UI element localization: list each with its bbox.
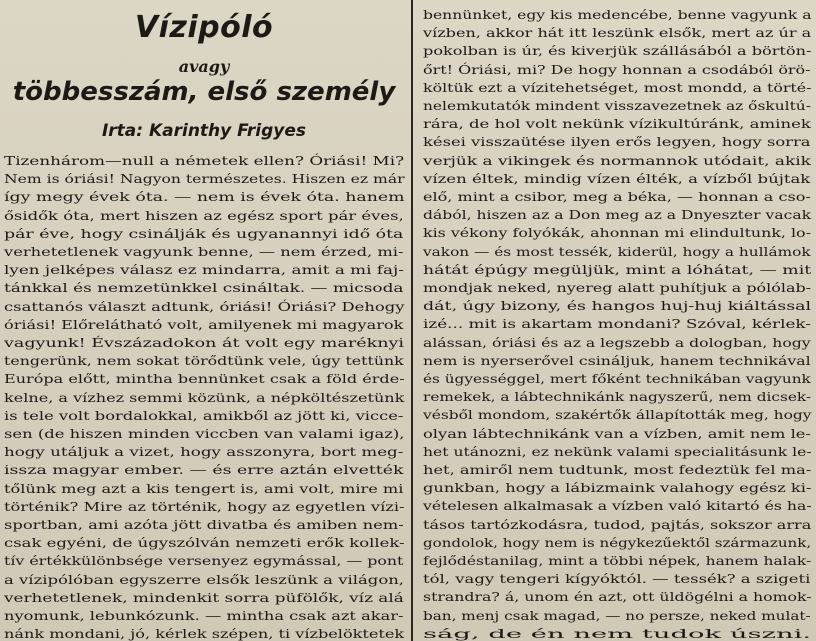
body-text-line: óriási! Előrelátható volt, amilyenek mi magyarok [4,317,404,332]
body-text-line: is tele volt bordalokkal, amikből az jött ki, vicce- [4,408,404,423]
body-text-line: strandra? á, unom én azt, ott üldögélni a homok- [423,590,812,605]
body-text-line: gondolok, hogy nem is négykezűektől származunk, [423,535,812,550]
body-text-line: sportban, ami azóta jött divatba és amiben nem- [4,518,404,532]
body-text-line: csattanós választ adtunk, óriási! Óriási? Dehogy [4,299,405,314]
body-text-line: mondjak neked, nyereg alatt puhítjuk a pólólab- [423,281,812,295]
body-text-line: izé... mit is akartam mondani? Szóval, kérlek- [423,317,811,332]
body-text-line: nánk mondani, jó, kérlek szépen, ti vízbelöktetek [4,627,405,641]
body-text-line: sen (de hiszen minden viccben van valami igaz), [4,427,405,441]
body-text-line: hátát épúgy megüljük, mint a lóhátat, — mit [423,262,812,277]
body-text-line: tív értékkülönbsége versenyez egymással, — pont [4,554,404,569]
body-text-line: bennünket, egy kis medencébe, benne vagyunk a [423,8,812,22]
body-text-line: vésből mondom, szakértők állapították meg, hogy [423,408,812,423]
body-text-line: dából, hiszen az a Don meg az a Dnyeszter vacak [423,208,812,223]
body-text-line: verhetetlenek vagyunk benne, — nem érzed, mi- [4,245,404,259]
body-text-line: kis vékony folyókák, ahonnan mi elindultunk, lo- [423,226,811,241]
article-conjunction: avagy [178,57,230,76]
body-text-line: remekek, a lábtechnikánk nagyszerű, nem dicsek- [423,390,812,405]
body-text-line: verhetetlenek, mindenkit sorra püfölők, víz alá [4,590,404,605]
body-text-line: ban, menj csak magad, — no persze, neked mulat- [423,608,811,623]
body-text-line: ság, de én nem tudok úszni. [423,626,812,641]
body-text-line: vagyunk! Évszázadokon át volt egy maréknyi [4,336,404,350]
body-text-line: verjük a vikingek és normannok utódait, akik [423,153,811,168]
body-text-line: vakon — és most tessék, kiderül, hogy a hullámok [423,244,811,259]
article-subtitle: többesszám, első személy [12,77,396,107]
body-text-line: kelne, a vízhez semmi közünk, a népköltészetünk [4,390,405,405]
body-text-line: hogy utáljuk a vizet, hogy asszonyra, bort meg- [4,445,404,460]
body-text-line: így megy évek óta. — nem is évek óta. hanem [4,190,405,205]
body-text-line: vízen éltek, mindig vízen élték, a vízből bújtak [423,171,811,186]
body-text-line: Nem is óriási! Nagyon természetes. Hiszen ez már [4,172,405,187]
body-text-line: olyan lábtechnikánk van a vízben, amit nem le- [423,426,811,441]
body-text-line: alássan, óriási és az a legszebb a dologban, hogy [423,335,811,350]
body-text-line: issza magyar ember. — és erre aztán elvették [4,463,404,478]
body-text-line: költük ezt a vízitehetséget, most mondd, a törté- [423,80,812,95]
body-text-line: csak egyéni, de úgyszólván nemzeti erők kollek- [4,536,405,551]
body-text-line: ősidők óta, mert hiszen az egész sport pár éves, [4,208,404,223]
body-text-line: kései visszaütése ilyen erős legyen, hogy sorra [423,135,811,150]
body-text-line: pár éve, hogy csinálják és ugyanannyi idő óta [4,226,404,241]
body-text-line: tánkkal és nemzetünkkel csináltak. — micsoda [4,281,404,296]
body-text-line: nem is nyerserővel csináljuk, hanem technikával [423,353,811,368]
body-text-line: tengerünk, nem sokat törődtünk vele, úgy tettünk [4,354,404,369]
body-text-line: tásos tartózkodásra, tudod, pajtás, sokszor arra [423,517,812,532]
body-text-line: vízben, akkor hát itt leszünk elsők, mert az úr a [423,26,812,41]
body-text-line: het utánozni, ez nekünk valami specialitásunk le- [423,444,812,459]
article-title: Vízipóló [134,10,274,45]
body-text-line: tól, vagy tengeri kígyóktól. — tessék? a szigeti [423,572,811,587]
body-text-line: vételesen alkalmasak a vízben való kitartó és ha- [423,499,812,514]
body-text-line: történik? Mire az történik, hogy az egyetlen vízi- [4,499,405,514]
right-column [417,0,816,641]
body-text-line: Tizenhárom—null a németek ellen? Óriási! Mi? [4,154,405,168]
body-text-line: őrt! Óriási, mi? De hogy honnan a csodából örö- [423,62,811,77]
column-divider [411,0,413,641]
article-byline: Irta: Karinthy Frigyes [101,121,307,141]
body-text-line: Európa előtt, mintha bennünket csak a föld érde- [4,372,405,387]
body-text-line: fejlődéstanilag, mint a többi népek, hanem halak- [423,554,812,568]
body-text-line: rára, de hol volt nekünk vízikultúránk, aminek [423,117,811,132]
body-text-line: dát, úgy bizony, és hangos huj-huj kiáltással [423,299,812,314]
body-text-line: tőlünk meg azt a kis tengert is, ami volt, mire mi [4,481,404,496]
body-text-line: a vízipólóban egyszerre elsők leszünk a világon, [4,572,405,587]
body-text-line: het, amiről nem tudtunk, most fedeztük fel ma- [423,463,812,477]
body-text-line: gunkban, hogy a lábizmaink valahogy egész ki- [423,481,812,496]
body-text-line: elő, mint a csibor, meg a béka, — honnan a cso- [423,190,811,204]
body-text-line: nyomunk, lebunkózunk. — mintha csak azt akar- [4,609,404,623]
body-text-line: lyen jelképes válasz ez mindarra, amit a mi faj- [4,263,404,278]
body-text-line: nelemkutatók mindent visszavezetnek az őskultú- [423,99,811,113]
body-text-line: pokolban is úr, és kiverjük szállásából a börtön- [423,44,812,59]
body-text-line: és ügyességgel, mert főként technikában vagyunk [423,372,811,386]
